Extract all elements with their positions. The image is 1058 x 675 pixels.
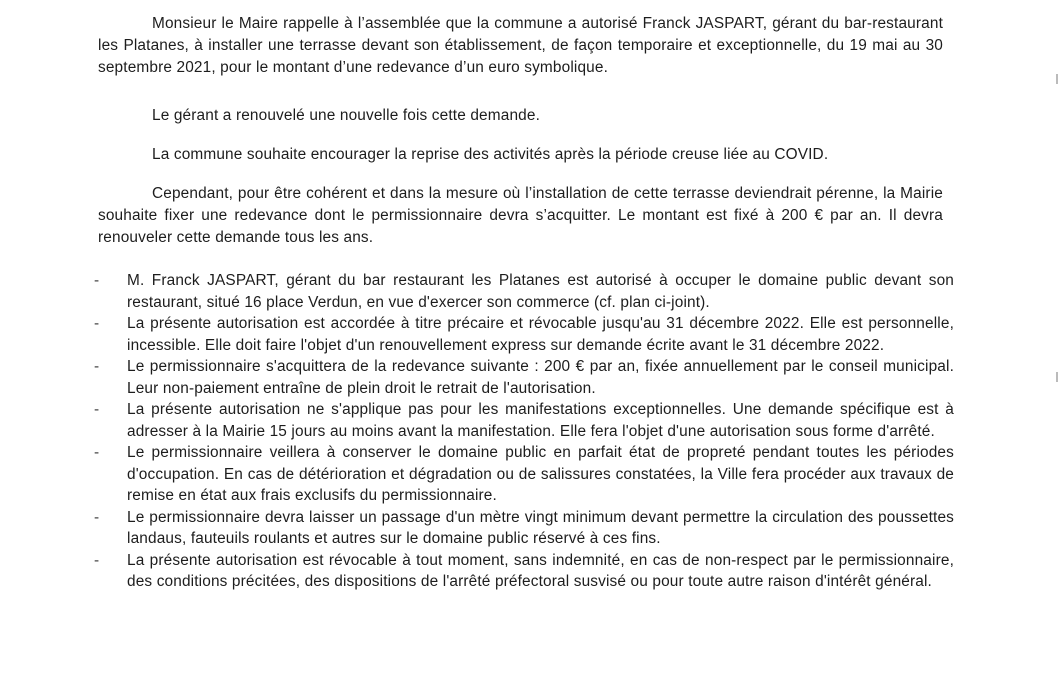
list-bullet: - (94, 272, 100, 289)
list-item-text: Le permissionnaire s'acquittera de la redevance suivante : 200 € par an, fixée annuellement par le conseil municipal. Leur non-paiement entraîne de plein droit le retrait de l'autorisation. (127, 358, 954, 397)
paragraph-intro: Monsieur le Maire rappelle à l’assemblée que la commune a autorisé Franck JASPART, gérant du bar-restaurant les Platanes, à installer une terrasse devant son établissement, de façon temporaire et exceptionnelle, du 19 mai au 30 septembre 2021, pour le montant d’une redevance d’un euro symbolique. (98, 15, 943, 76)
list-item (94, 399, 954, 442)
list-bullet: - (94, 401, 100, 418)
list-item (94, 356, 954, 399)
list-item-text: Le permissionnaire devra laisser un passage d'un mètre vingt minimum devant permettre la circulation des poussettes landaus, fauteuils roulants et autres sur le domaine public réservé à ces fins. (127, 508, 954, 547)
paragraph-fee: Cependant, pour être cohérent et dans la mesure où l’installation de cette terrasse deviendrait pérenne, la Mairie souhaite fixer une redevance dont le permissionnaire devra s’acquitter. Le montant est fixé à 200 € par an. Il devra renouveler cette demande tous les ans. (98, 185, 943, 246)
list-bullet: - (94, 551, 100, 569)
list-item-text: M. Franck JASPART, gérant du bar restaurant les Platanes est autorisé à occuper le domaine public devant son restaurant, situé 16 place Verdun, en vue d'exercer son commerce (cf. plan ci-joint). (127, 272, 954, 311)
list-item-text: La présente autorisation ne s'applique pas pour les manifestations exceptionnelles. Une demande spécifique est à adresser à la Mairie 15 jours au moins avant la manifestation. Elle fera l'objet d'une autorisation sous forme d'arrêté. (127, 401, 954, 440)
list-item (94, 550, 954, 593)
list-item (94, 442, 954, 507)
list-item (94, 507, 954, 550)
list-item-text: La présente autorisation est révocable à tout moment, sans indemnité, en cas de non-respect par le permissionnaire, des conditions précitées, des dispositions de l'arrêté préfectoral susvisé ou pour toute autre raison d'intérêt général. (127, 551, 954, 590)
paragraph-covid: La commune souhaite encourager la reprise des activités après la période creuse liée au COVID. (152, 146, 829, 163)
list-bullet: - (94, 508, 100, 526)
list-bullet: - (94, 444, 100, 461)
list-item-text: Le permissionnaire veillera à conserver le domaine public en parfait état de propreté pendant toutes les périodes d'occupation. En cas de détérioration et dégradation ou de salissures constatées, la Ville fera procéder aux travaux de remise en état aux frais exclusifs du permissionnaire. (127, 444, 954, 504)
paragraph-renewal: Le gérant a renouvelé une nouvelle fois cette demande. (152, 107, 541, 124)
list-item (94, 313, 954, 356)
list-item-text: La présente autorisation est accordée à titre précaire et révocable jusqu'au 31 décembre 2022. Elle est personnelle, incessible. Elle doit faire l'objet d'un renouvellement express sur demande écrite avant le 31 décembre 2022. (127, 315, 954, 354)
conditions-list (94, 270, 954, 593)
cropped-heading-remnant (268, 0, 598, 1)
list-item (94, 270, 954, 313)
list-bullet: - (94, 315, 100, 332)
list-bullet: - (94, 358, 100, 375)
